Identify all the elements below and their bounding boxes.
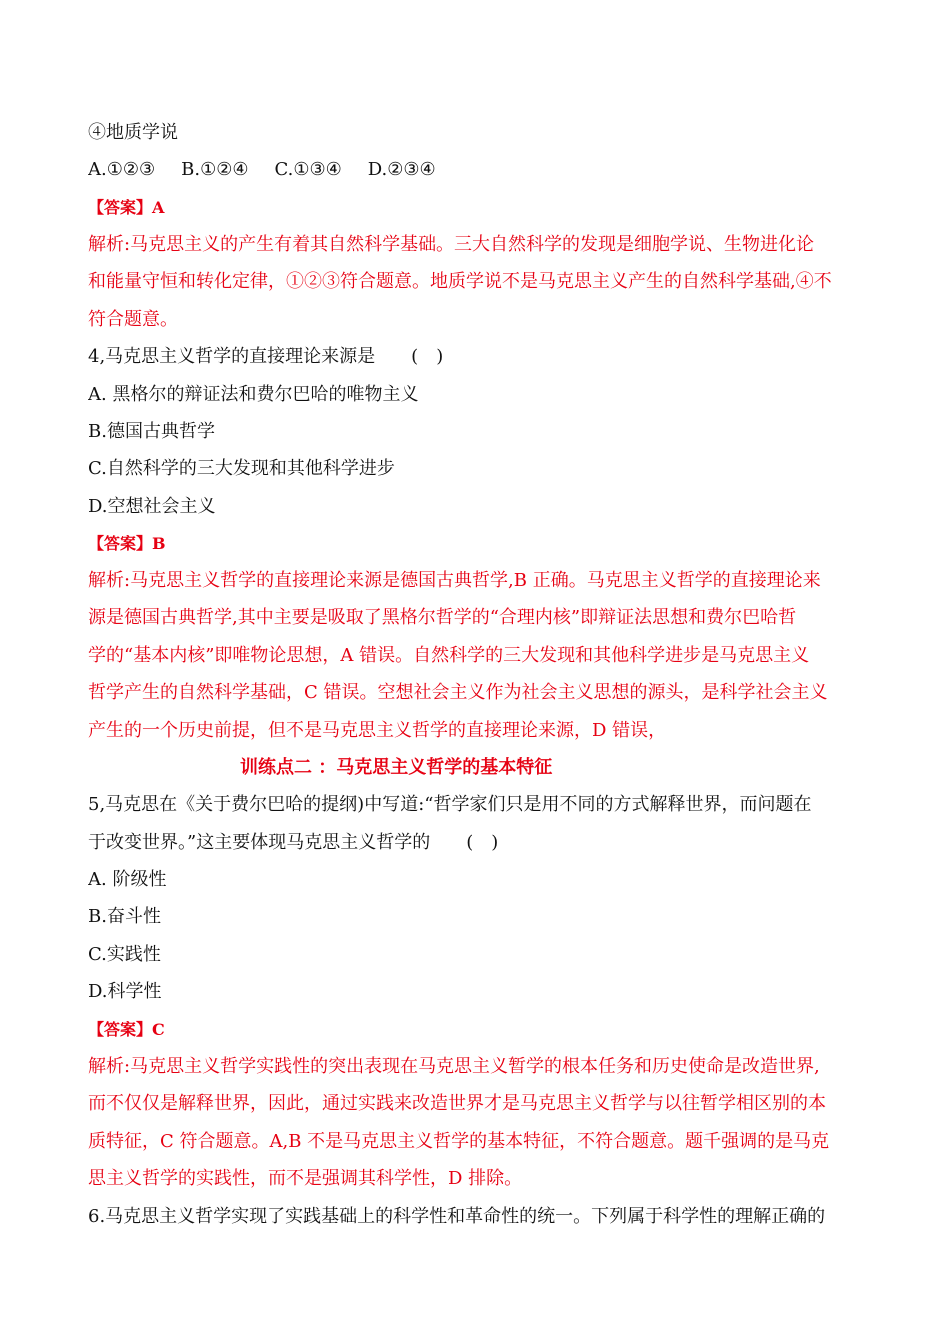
q4-option-b: B.德国古典哲学	[88, 421, 215, 442]
q4-option-c: C.自然科学的三大发现和其他科学进步	[88, 458, 395, 479]
q3-answer: 【答案】A	[88, 198, 165, 217]
q4-stem: 4,马克思主义哲学的直接理论来源是 ( )	[88, 346, 444, 367]
q4-analysis-line: 哲学产生的自然科学基础，C 错误。空想社会主义作为社会主义思想的源头，是科学社会主义	[88, 682, 828, 703]
q3-choice-d: D.②③④	[367, 159, 436, 180]
q3-choice-b: B.①②④	[181, 159, 249, 180]
q4-analysis-line: 源是德国古典哲学,其中主要是吸取了黑格尔哲学的“合理内核”即辩证法思想和费尔巴哈哲	[88, 607, 797, 628]
q4-analysis-line: 解析:马克思主义哲学的直接理论来源是德国古典哲学,B 正确。马克思主义哲学的直接理论来	[88, 570, 821, 591]
q4-analysis-line: 产生的一个历史前提，但不是马克思主义哲学的直接理论来源，D 错误，	[88, 720, 667, 741]
q3-choice-a: A.①②③	[88, 159, 156, 180]
q5-option-c: C.实践性	[88, 944, 161, 965]
q5-option-d: D.科学性	[88, 981, 162, 1002]
q4-analysis-line: 学的“基本内核”即唯物论思想，A 错误。自然科学的三大发现和其他科学进步是马克思主义	[88, 645, 810, 666]
q5-analysis-line: 而不仅仅是解释世界，因此，通过实践来改造世界才是马克思主义哲学与以往暂学相区别的本	[88, 1093, 826, 1114]
q5-stem-line: 5,马克思在《关于费尔巴哈的提纲)中写道:“哲学家们只是用不同的方式解释世界，而问题在	[88, 794, 812, 815]
q3-analysis-line: 解析:马克思主义的产生有着其自然科学基础。三大自然科学的发现是细胞学说、生物进化论	[88, 234, 815, 255]
q4-answer: 【答案】B	[88, 534, 166, 553]
q5-option-a: A. 阶级性	[88, 869, 167, 890]
q4-option-a: A. 黑格尔的辩证法和费尔巴哈的唯物主义	[88, 384, 419, 405]
q5-stem-line: 于改变世界。”这主要体现马克思主义哲学的 ( )	[88, 832, 499, 853]
q3-choices	[88, 157, 878, 183]
q5-analysis-line: 质特征，C 符合题意。A,B 不是马克思主义哲学的基本特征，不符合题意。题千强调的是马克	[88, 1131, 830, 1152]
q3-choice-c: C.①③④	[274, 159, 342, 180]
q6-stem: 6.马克思主义哲学实现了实践基础上的科学性和革命性的统一。下列属于科学性的理解正确的	[88, 1206, 826, 1227]
q5-analysis-line: 解析:马克思主义哲学实践性的突出表现在马克思主义暂学的根本任务和历史使命是改造世界,	[88, 1056, 820, 1077]
q5-analysis-line: 思主义哲学的实践性，而不是强调其科学性，D 排除。	[88, 1168, 523, 1189]
q5-answer: 【答案】C	[88, 1020, 165, 1039]
q3-analysis-line: 和能量守恒和转化定律，①②③符合题意。地质学说不是马克思主义产生的自然科学基础,④不	[88, 271, 832, 292]
q5-option-b: B.奋斗性	[88, 906, 161, 927]
section-heading: 训练点二 ：马克思主义哲学的基本特征	[240, 757, 553, 778]
q3-analysis-line: 符合题意。	[88, 309, 178, 330]
q4-option-d: D.空想社会主义	[88, 496, 216, 517]
q3-option-4: ④地质学说	[88, 122, 178, 143]
